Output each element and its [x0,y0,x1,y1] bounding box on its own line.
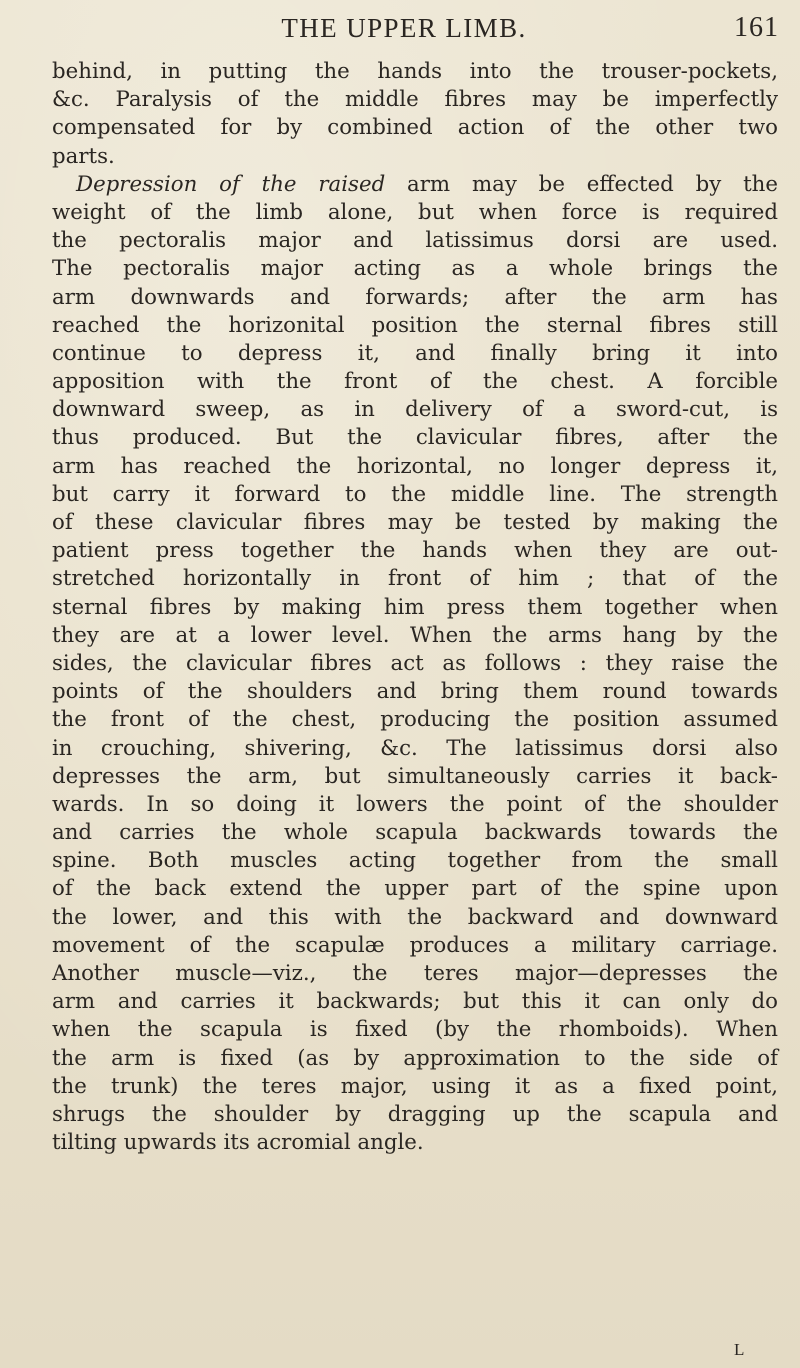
text-line: arm and carries it backwards; but this it can only do [52,989,778,1015]
italic-heading: Depression of the raised [76,171,386,197]
text-line: when the scapula is fixed (by the rhomboids). When [52,1017,778,1043]
text-line: thus produced. But the clavicular fibres, after the [52,425,778,451]
text-line: in crouching, shivering, &c. The latissimus dorsi also [52,735,778,761]
text-line: &c. Paralysis of the middle fibres may be imperfectly [52,87,778,113]
text-line: reached the horizonital position the sternal fibres still [52,312,778,338]
text-line: the lower, and this with the backward and downward [52,904,778,930]
body-text [52,58,778,1157]
paragraph-opening-line [52,171,778,199]
text-line: wards. In so doing it lowers the point of the shoulder [52,791,778,817]
text-line: shrugs the shoulder by dragging up the scapula and [52,1101,778,1127]
text-line: and carries the whole scapula backwards towards the [52,820,778,846]
text-line: Another muscle—viz., the teres major—depresses the [52,961,778,986]
text-line: they are at a lower level. When the arms hang by the [52,622,778,648]
running-head [0,10,800,48]
text-line: behind, in putting the hands into the trouser-pockets, [52,59,778,84]
page-number: 161 [734,12,779,43]
text-line: continue to depress it, and finally bring it into [52,340,778,366]
running-title: THE UPPER LIMB. [281,13,527,43]
text-line: the pectoralis major and latissimus dorsi are used. [52,228,778,254]
text-line: tilting upwards its acromial angle. [52,1130,424,1156]
text-line: The pectoralis major acting as a whole brings the [52,256,778,282]
text-line: the front of the chest, producing the position assumed [52,707,778,733]
text-line: arm downwards and forwards; after the arm has [52,284,778,310]
text-line: apposition with the front of the chest. A forcible [52,369,778,395]
text-line: arm has reached the horizontal, no longer depress it, [52,453,778,479]
text-line: but carry it forward to the middle line. The strength [52,481,778,507]
text-line: spine. Both muscles acting together from the small [52,848,778,874]
text-line: patient press together the hands when they are out- [52,538,778,564]
text-line: sternal fibres by making him press them together when [52,594,778,620]
text-line: sides, the clavicular fibres act as follows : they raise the [52,650,778,676]
text-line: parts. [52,143,115,169]
text-line: the trunk) the teres major, using it as a fixed point, [52,1073,778,1099]
text-line: downward sweep, as in delivery of a sword-cut, is [52,397,778,423]
text-line: the arm is fixed (as by approximation to the side of [52,1045,778,1071]
text-line: of these clavicular fibres may be tested by making the [52,510,778,535]
text-line: compensated for by combined action of the other two [52,115,778,141]
text-line: depresses the arm, but simultaneously carries it back- [52,763,778,789]
text-line: stretched horizontally in front of him ; that of the [52,566,778,592]
text-line: weight of the limb alone, but when force is required [52,199,778,225]
text-line: of the back extend the upper part of the spine upon [52,876,778,902]
text-line: points of the shoulders and bring them round towards [52,679,778,705]
text-fragment: arm may be effected by the [385,171,778,197]
text-line: movement of the scapulæ produces a military carriage. [52,932,778,958]
signature-mark: L [734,1340,745,1359]
